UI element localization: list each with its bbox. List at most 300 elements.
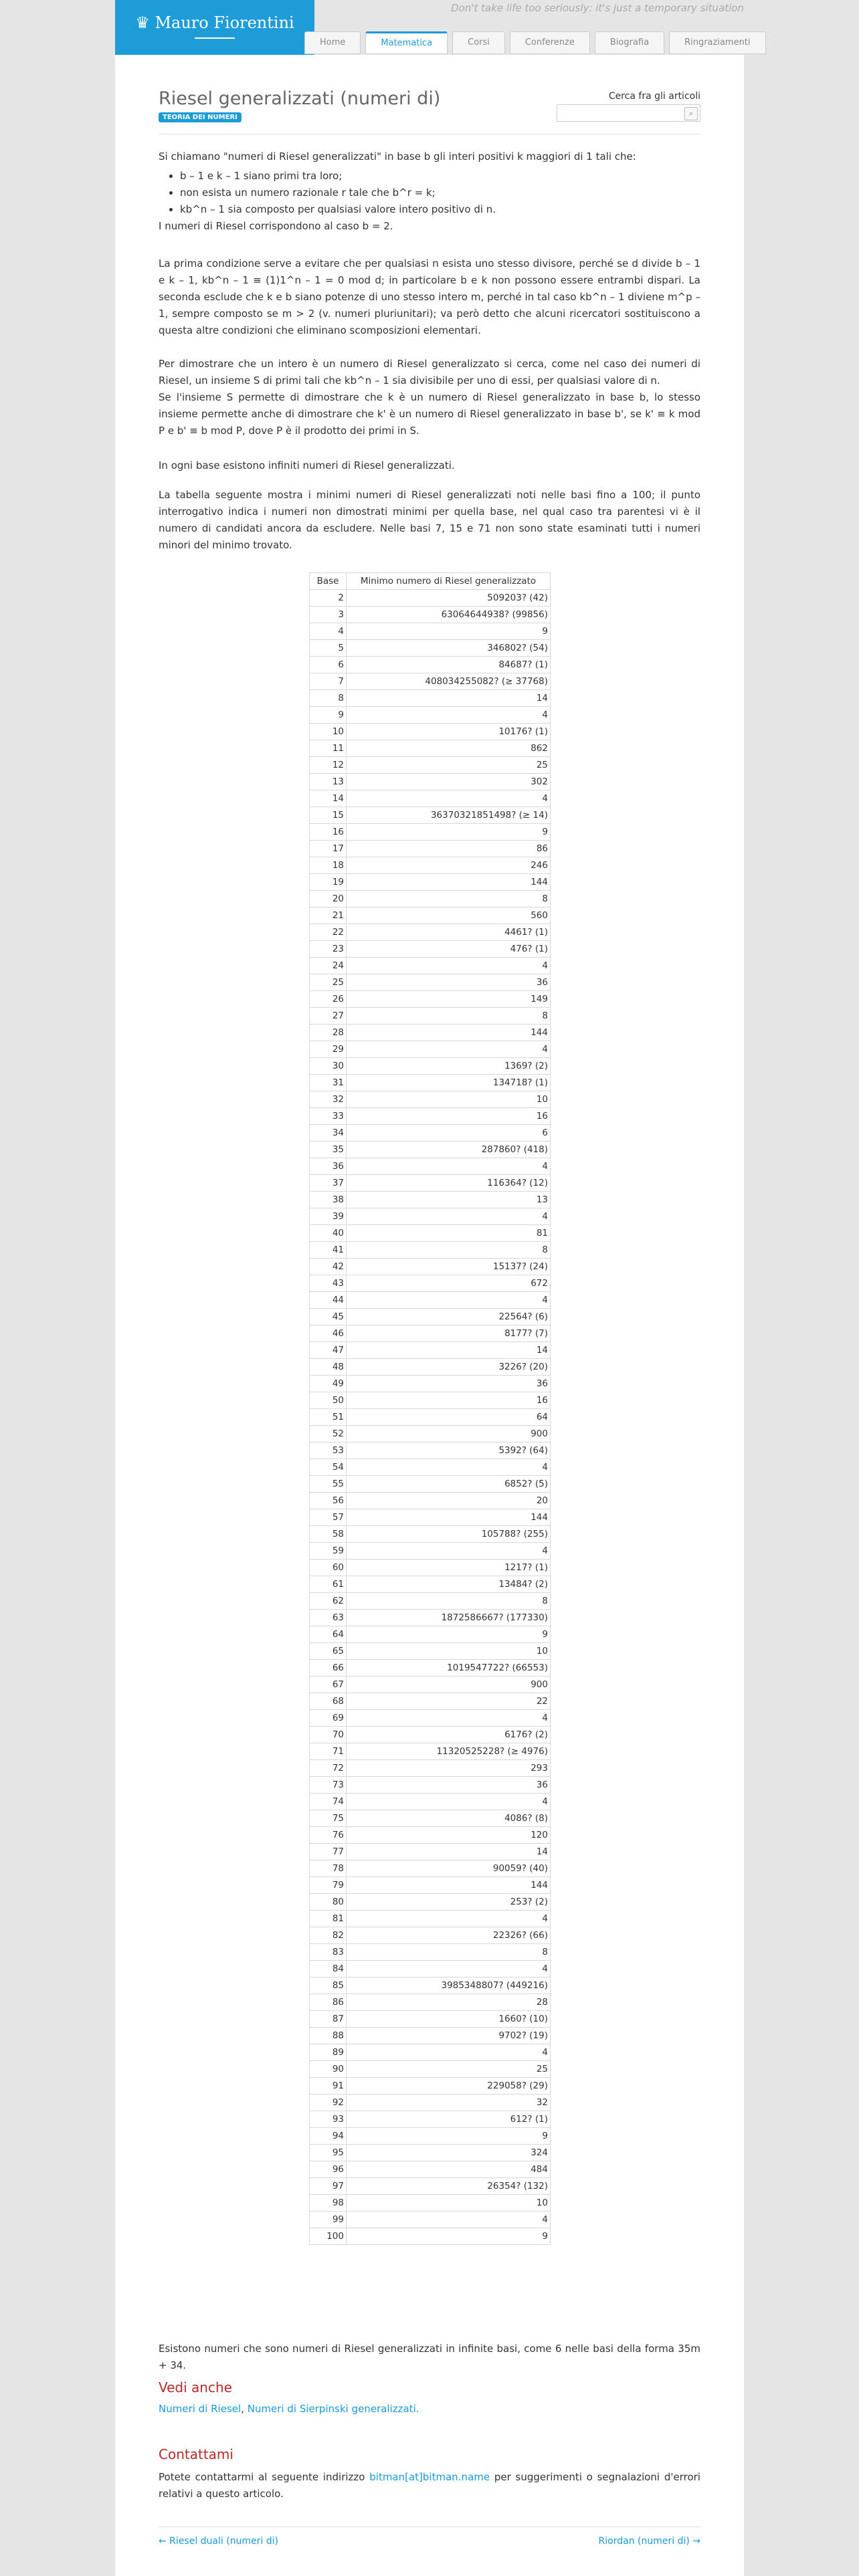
table-row xyxy=(310,623,551,640)
intro-lead: Si chiamano "numeri di Riesel generalizzati" in base b gli interi positivi k maggiori di 1 tali che: xyxy=(159,150,636,163)
minimum-cell: 28 xyxy=(347,1994,551,2011)
table-row xyxy=(310,1292,551,1309)
minimum-cell: 4 xyxy=(347,1292,551,1309)
table-row xyxy=(310,1158,551,1175)
table-row xyxy=(310,1844,551,1860)
base-cell: 40 xyxy=(310,1225,347,1242)
minimum-cell: 144 xyxy=(347,1509,551,1526)
table-row xyxy=(310,841,551,857)
paragraph-proof-a: Per dimostrare che un intero è un numero di Riesel generalizzato si cerca, come nel caso dei numeri di Riesel, un insieme S di primi tali che kb^n – 1 sia divisibile per uno di essi, per qualsiasi valore di n. xyxy=(159,358,700,387)
paragraph-infinite: In ogni base esistono infiniti numeri di Riesel generalizzati. xyxy=(159,459,455,471)
table-row xyxy=(310,2228,551,2245)
base-cell: 66 xyxy=(310,1660,347,1677)
base-cell: 16 xyxy=(310,824,347,841)
base-cell: 84 xyxy=(310,1961,347,1977)
minimum-cell: 36 xyxy=(347,1376,551,1392)
base-cell: 58 xyxy=(310,1526,347,1543)
table-row xyxy=(310,1877,551,1894)
table-row xyxy=(310,824,551,841)
table-row xyxy=(310,807,551,824)
table-row xyxy=(310,857,551,874)
table-row xyxy=(310,1677,551,1693)
table-row xyxy=(310,874,551,891)
table-row xyxy=(310,2044,551,2061)
minimum-cell: 229058? (29) xyxy=(347,2078,551,2095)
minimum-cell: 9 xyxy=(347,824,551,841)
base-cell: 26 xyxy=(310,991,347,1008)
site-title: ♛ Mauro Fiorentini xyxy=(135,13,294,32)
category-badge[interactable]: TEORIA DEI NUMERI xyxy=(159,112,242,122)
table-row xyxy=(310,1359,551,1376)
minimum-cell: 9 xyxy=(347,2228,551,2245)
table-row xyxy=(310,974,551,991)
base-cell: 31 xyxy=(310,1075,347,1091)
table-row xyxy=(310,2078,551,2095)
minimum-cell: 4 xyxy=(347,1041,551,1058)
condition-item: • kb^n – 1 sia composto per qualsiasi valore intero positivo di n. xyxy=(180,201,700,218)
base-cell: 14 xyxy=(310,790,347,807)
minimum-cell: 408034255082? (≥ 37768) xyxy=(347,673,551,690)
condition-item: • b – 1 e k – 1 siano primi tra loro; xyxy=(180,168,700,185)
table-row xyxy=(310,2195,551,2212)
base-cell: 6 xyxy=(310,657,347,673)
table-row xyxy=(310,2145,551,2161)
minimum-cell: 13484? (2) xyxy=(347,1576,551,1593)
paragraph-proof xyxy=(159,356,700,439)
table-row xyxy=(310,1325,551,1342)
minimum-cell: 16 xyxy=(347,1392,551,1409)
minimum-cell: 8 xyxy=(347,1242,551,1259)
minimum-cell: 4 xyxy=(347,1208,551,1225)
base-cell: 76 xyxy=(310,1827,347,1844)
base-cell: 87 xyxy=(310,2011,347,2028)
nav-tab-biografia[interactable]: Biografia xyxy=(595,31,664,54)
link-numeri-di-riesel[interactable]: Numeri di Riesel xyxy=(159,2403,242,2415)
table-row xyxy=(310,707,551,724)
base-cell: 100 xyxy=(310,2228,347,2245)
minimum-cell: 9 xyxy=(347,1626,551,1643)
base-cell: 49 xyxy=(310,1376,347,1392)
minimum-cell: 5392? (64) xyxy=(347,1442,551,1459)
base-cell: 88 xyxy=(310,2028,347,2044)
minimum-cell: 25 xyxy=(347,757,551,774)
minimum-cell: 8177? (7) xyxy=(347,1325,551,1342)
table-row xyxy=(310,1309,551,1325)
base-cell: 51 xyxy=(310,1409,347,1426)
table-row xyxy=(310,924,551,941)
main-nav xyxy=(304,31,766,54)
base-cell: 13 xyxy=(310,774,347,790)
minimum-cell: 63064644938? (99856) xyxy=(347,607,551,623)
table-row xyxy=(310,1994,551,2011)
minimum-cell: 14 xyxy=(347,1342,551,1359)
table-body xyxy=(310,590,551,2245)
table-row xyxy=(310,673,551,690)
table-row xyxy=(310,907,551,924)
nav-tab-home[interactable]: Home xyxy=(304,31,361,54)
table-row xyxy=(310,1342,551,1359)
base-cell: 35 xyxy=(310,1142,347,1158)
table-row xyxy=(310,1008,551,1025)
table-row xyxy=(310,1626,551,1643)
base-cell: 47 xyxy=(310,1342,347,1359)
site-tagline: Don't take life too seriously: it's just a temporary situation xyxy=(451,2,744,14)
table-row xyxy=(310,1125,551,1142)
minimum-cell: 90059? (40) xyxy=(347,1860,551,1877)
minimum-cell: 144 xyxy=(347,1877,551,1894)
table-row xyxy=(310,1576,551,1593)
table-row xyxy=(310,1058,551,1075)
base-cell: 15 xyxy=(310,807,347,824)
column-header-base: Base xyxy=(310,573,347,590)
table-row xyxy=(310,1643,551,1660)
table-row xyxy=(310,891,551,907)
table-row xyxy=(310,1660,551,1677)
minimum-cell: 900 xyxy=(347,1677,551,1693)
base-cell: 83 xyxy=(310,1944,347,1961)
base-cell: 4 xyxy=(310,623,347,640)
minimum-cell: 4 xyxy=(347,790,551,807)
minimum-cell: 1872586667? (177330) xyxy=(347,1610,551,1626)
riesel-table xyxy=(309,572,551,2245)
base-cell: 92 xyxy=(310,2095,347,2111)
table-row xyxy=(310,1593,551,1610)
minimum-cell: 302 xyxy=(347,774,551,790)
table-row xyxy=(310,1860,551,1877)
minimum-cell: 26354? (132) xyxy=(347,2178,551,2195)
minimum-cell: 120 xyxy=(347,1827,551,1844)
table-row xyxy=(310,724,551,740)
contact-text-before: Potete contattarmi al seguente indirizzo xyxy=(159,2471,365,2483)
table-row xyxy=(310,1560,551,1576)
table-row xyxy=(310,2028,551,2044)
base-cell: 25 xyxy=(310,974,347,991)
table-row xyxy=(310,1192,551,1208)
see-also-links: Numeri di Riesel, Numeri di Sierpinski generalizzati. xyxy=(159,2403,419,2415)
minimum-cell: 3985348807? (449216) xyxy=(347,1977,551,1994)
minimum-cell: 25 xyxy=(347,2061,551,2078)
table-row xyxy=(310,774,551,790)
minimum-cell: 10 xyxy=(347,1091,551,1108)
minimum-cell: 14 xyxy=(347,1844,551,1860)
base-cell: 86 xyxy=(310,1994,347,2011)
minimum-cell: 484 xyxy=(347,2161,551,2178)
minimum-cell: 36 xyxy=(347,1777,551,1794)
minimum-cell: 134718? (1) xyxy=(347,1075,551,1091)
minimum-cell: 9 xyxy=(347,623,551,640)
base-cell: 89 xyxy=(310,2044,347,2061)
table-row xyxy=(310,2011,551,2028)
table-row xyxy=(310,1610,551,1626)
table-row xyxy=(310,1693,551,1710)
site-logo[interactable] xyxy=(115,0,314,55)
nav-tab-conferenze[interactable]: Conferenze xyxy=(510,31,590,54)
table-row xyxy=(310,640,551,657)
base-cell: 36 xyxy=(310,1158,347,1175)
table-row xyxy=(310,1794,551,1810)
base-cell: 9 xyxy=(310,707,347,724)
minimum-cell: 22 xyxy=(347,1693,551,1710)
nav-tab-ringraziamenti[interactable]: Ringraziamenti xyxy=(669,31,765,54)
minimum-cell: 10176? (1) xyxy=(347,724,551,740)
table-row xyxy=(310,1710,551,1727)
table-row xyxy=(310,1760,551,1777)
base-cell: 21 xyxy=(310,907,347,924)
base-cell: 91 xyxy=(310,2078,347,2095)
base-cell: 37 xyxy=(310,1175,347,1192)
table-row xyxy=(310,2128,551,2145)
base-cell: 64 xyxy=(310,1626,347,1643)
base-cell: 17 xyxy=(310,841,347,857)
base-cell: 98 xyxy=(310,2195,347,2212)
minimum-cell: 324 xyxy=(347,2145,551,2161)
base-cell: 19 xyxy=(310,874,347,891)
base-cell: 69 xyxy=(310,1710,347,1727)
intro-section xyxy=(159,148,700,235)
base-cell: 78 xyxy=(310,1860,347,1877)
table-row xyxy=(310,1275,551,1292)
base-cell: 7 xyxy=(310,673,347,690)
table-row xyxy=(310,1108,551,1125)
minimum-cell: 105788? (255) xyxy=(347,1526,551,1543)
table-row xyxy=(310,1727,551,1743)
base-cell: 34 xyxy=(310,1125,347,1142)
table-row xyxy=(310,1142,551,1158)
base-cell: 93 xyxy=(310,2111,347,2128)
logo-underline xyxy=(195,37,235,39)
link-sierpinski-generalizzati[interactable]: Numeri di Sierpinski generalizzati. xyxy=(247,2403,419,2415)
minimum-cell: 81 xyxy=(347,1225,551,1242)
base-cell: 32 xyxy=(310,1091,347,1108)
minimum-cell: 36370321851498? (≥ 14) xyxy=(347,807,551,824)
minimum-cell: 4 xyxy=(347,1961,551,1977)
base-cell: 24 xyxy=(310,958,347,974)
table-row xyxy=(310,1810,551,1827)
paragraph-proof-b: Se l'insieme S permette di dimostrare che k è un numero di Riesel generalizzato in base b, lo stesso insieme permette anche di dimostrare che k' è un numero di Riesel generalizzato in base b', se k' ≡ k mod P e b' ≡ b mod P, dove P è il prodotto dei primi in S. xyxy=(159,391,700,437)
base-cell: 70 xyxy=(310,1727,347,1743)
minimum-cell: 8 xyxy=(347,1593,551,1610)
minimum-cell: 144 xyxy=(347,874,551,891)
table-row xyxy=(310,1091,551,1108)
table-row xyxy=(310,1543,551,1560)
base-cell: 56 xyxy=(310,1493,347,1509)
minimum-cell: 4 xyxy=(347,1710,551,1727)
table-row xyxy=(310,1944,551,1961)
base-cell: 57 xyxy=(310,1509,347,1526)
table-row xyxy=(310,690,551,707)
minimum-cell: 246 xyxy=(347,857,551,874)
base-cell: 30 xyxy=(310,1058,347,1075)
table-row xyxy=(310,1961,551,1977)
minimum-cell: 6 xyxy=(347,1125,551,1142)
minimum-cell: 612? (1) xyxy=(347,2111,551,2128)
minimum-cell: 22564? (6) xyxy=(347,1309,551,1325)
minimum-cell: 672 xyxy=(347,1275,551,1292)
table-row xyxy=(310,1075,551,1091)
minimum-cell: 287860? (418) xyxy=(347,1142,551,1158)
base-cell: 65 xyxy=(310,1643,347,1660)
minimum-cell: 11320525228? (≥ 4976) xyxy=(347,1743,551,1760)
table-row xyxy=(310,757,551,774)
table-row xyxy=(310,1927,551,1944)
minimum-cell: 64 xyxy=(347,1409,551,1426)
base-cell: 67 xyxy=(310,1677,347,1693)
minimum-cell: 1660? (10) xyxy=(347,2011,551,2028)
content-panel xyxy=(115,55,744,2576)
table-row xyxy=(310,1476,551,1493)
base-cell: 81 xyxy=(310,1911,347,1927)
base-cell: 63 xyxy=(310,1610,347,1626)
base-cell: 55 xyxy=(310,1476,347,1493)
table-row xyxy=(310,1743,551,1760)
base-cell: 52 xyxy=(310,1426,347,1442)
minimum-cell: 862 xyxy=(347,740,551,757)
table-row xyxy=(310,590,551,607)
minimum-cell: 4086? (8) xyxy=(347,1810,551,1827)
minimum-cell: 116364? (12) xyxy=(347,1175,551,1192)
base-cell: 61 xyxy=(310,1576,347,1593)
base-cell: 11 xyxy=(310,740,347,757)
base-cell: 62 xyxy=(310,1593,347,1610)
base-cell: 71 xyxy=(310,1743,347,1760)
minimum-cell: 8 xyxy=(347,1008,551,1025)
contact-text xyxy=(159,2469,700,2502)
next-article-link[interactable]: Riordan (numeri di) → xyxy=(598,2536,700,2547)
base-cell: 80 xyxy=(310,1894,347,1911)
base-cell: 97 xyxy=(310,2178,347,2195)
base-cell: 72 xyxy=(310,1760,347,1777)
base-cell: 27 xyxy=(310,1008,347,1025)
base-cell: 33 xyxy=(310,1108,347,1125)
table-row xyxy=(310,1827,551,1844)
base-cell: 38 xyxy=(310,1192,347,1208)
search-icon[interactable]: ⌕ xyxy=(684,107,698,120)
minimum-cell: 10 xyxy=(347,2195,551,2212)
minimum-cell: 8 xyxy=(347,1944,551,1961)
minimum-cell: 4 xyxy=(347,2044,551,2061)
base-cell: 68 xyxy=(310,1693,347,1710)
minimum-cell: 4 xyxy=(347,1543,551,1560)
search-box xyxy=(557,104,700,122)
base-cell: 43 xyxy=(310,1275,347,1292)
base-cell: 28 xyxy=(310,1025,347,1041)
base-cell: 54 xyxy=(310,1459,347,1476)
base-cell: 48 xyxy=(310,1359,347,1376)
minimum-cell: 253? (2) xyxy=(347,1894,551,1911)
base-cell: 90 xyxy=(310,2061,347,2078)
base-cell: 59 xyxy=(310,1543,347,1560)
table-row xyxy=(310,2212,551,2228)
paragraph-infinite-bases: Esistono numeri che sono numeri di Riesel generalizzati in infinite basi, come 6 nelle basi della forma 35m + 34. xyxy=(159,2343,700,2371)
base-cell: 2 xyxy=(310,590,347,607)
table-row xyxy=(310,2161,551,2178)
table-row xyxy=(310,1894,551,1911)
base-cell: 29 xyxy=(310,1041,347,1058)
see-also-heading: Vedi anche xyxy=(159,2379,232,2395)
table-row xyxy=(310,1409,551,1426)
table-row xyxy=(310,1259,551,1275)
minimum-cell: 4 xyxy=(347,1459,551,1476)
minimum-cell: 15137? (24) xyxy=(347,1259,551,1275)
base-cell: 94 xyxy=(310,2128,347,2145)
minimum-cell: 144 xyxy=(347,1025,551,1041)
minimum-cell: 149 xyxy=(347,991,551,1008)
minimum-cell: 16 xyxy=(347,1108,551,1125)
minimum-cell: 4 xyxy=(347,1794,551,1810)
minimum-cell: 509203? (42) xyxy=(347,590,551,607)
base-cell: 85 xyxy=(310,1977,347,1994)
minimum-cell: 900 xyxy=(347,1426,551,1442)
minimum-cell: 1217? (1) xyxy=(347,1560,551,1576)
table-row xyxy=(310,2111,551,2128)
table-row xyxy=(310,607,551,623)
minimum-cell: 4461? (1) xyxy=(347,924,551,941)
contact-text-after: per suggerimenti o segnalazioni d'errori relativi a questo articolo. xyxy=(159,2471,700,2500)
minimum-cell: 9 xyxy=(347,2128,551,2145)
minimum-cell: 476? (1) xyxy=(347,941,551,958)
base-cell: 96 xyxy=(310,2161,347,2178)
base-cell: 12 xyxy=(310,757,347,774)
minimum-cell: 4 xyxy=(347,1158,551,1175)
table-row xyxy=(310,1493,551,1509)
base-cell: 99 xyxy=(310,2212,347,2228)
base-cell: 8 xyxy=(310,690,347,707)
paragraph-table-intro: La tabella seguente mostra i minimi numeri di Riesel generalizzati noti nelle basi fino a 100; il punto interrogativo indica i numeri non dimostrati minimi per quella base, nel qual caso tra parentesi vi è il numero di candidati ancora da escludere. Nelle basi 7, 15 e 71 non sono state esaminati tutti i numeri minori del minimo trovato. xyxy=(159,489,700,551)
prev-article-link[interactable]: ← Riesel duali (numeri di) xyxy=(159,2536,279,2547)
table-row xyxy=(310,1977,551,1994)
base-cell: 46 xyxy=(310,1325,347,1342)
search-input[interactable] xyxy=(560,106,683,122)
base-cell: 44 xyxy=(310,1292,347,1309)
table-row xyxy=(310,1041,551,1058)
base-cell: 10 xyxy=(310,724,347,740)
nav-tab-matematica[interactable]: Matematica xyxy=(365,31,448,54)
base-cell: 77 xyxy=(310,1844,347,1860)
minimum-cell: 1369? (2) xyxy=(347,1058,551,1075)
table-row xyxy=(310,2061,551,2078)
table-row xyxy=(310,1459,551,1476)
base-cell: 5 xyxy=(310,640,347,657)
table-row xyxy=(310,1242,551,1259)
table-row xyxy=(310,2095,551,2111)
nav-tab-corsi[interactable]: Corsi xyxy=(452,31,505,54)
base-cell: 3 xyxy=(310,607,347,623)
table-row xyxy=(310,941,551,958)
table-row xyxy=(310,740,551,757)
page-title: Riesel generalizzati (numeri di) xyxy=(159,88,441,109)
minimum-cell: 13 xyxy=(347,1192,551,1208)
minimum-cell: 9702? (19) xyxy=(347,2028,551,2044)
table-header-row xyxy=(310,573,551,590)
table-row xyxy=(310,1509,551,1526)
table-row xyxy=(310,1025,551,1041)
minimum-cell: 22326? (66) xyxy=(347,1927,551,1944)
base-cell: 50 xyxy=(310,1392,347,1409)
table-row xyxy=(310,2178,551,2195)
base-cell: 18 xyxy=(310,857,347,874)
table-row xyxy=(310,1225,551,1242)
table-row xyxy=(310,1911,551,1927)
minimum-cell: 4 xyxy=(347,1911,551,1927)
base-cell: 22 xyxy=(310,924,347,941)
table-row xyxy=(310,790,551,807)
base-cell: 42 xyxy=(310,1259,347,1275)
minimum-cell: 6852? (5) xyxy=(347,1476,551,1493)
table-row xyxy=(310,1208,551,1225)
table-row xyxy=(310,1175,551,1192)
contact-heading: Contattami xyxy=(159,2446,233,2462)
contact-email-link[interactable]: bitman[at]bitman.name xyxy=(369,2471,490,2483)
